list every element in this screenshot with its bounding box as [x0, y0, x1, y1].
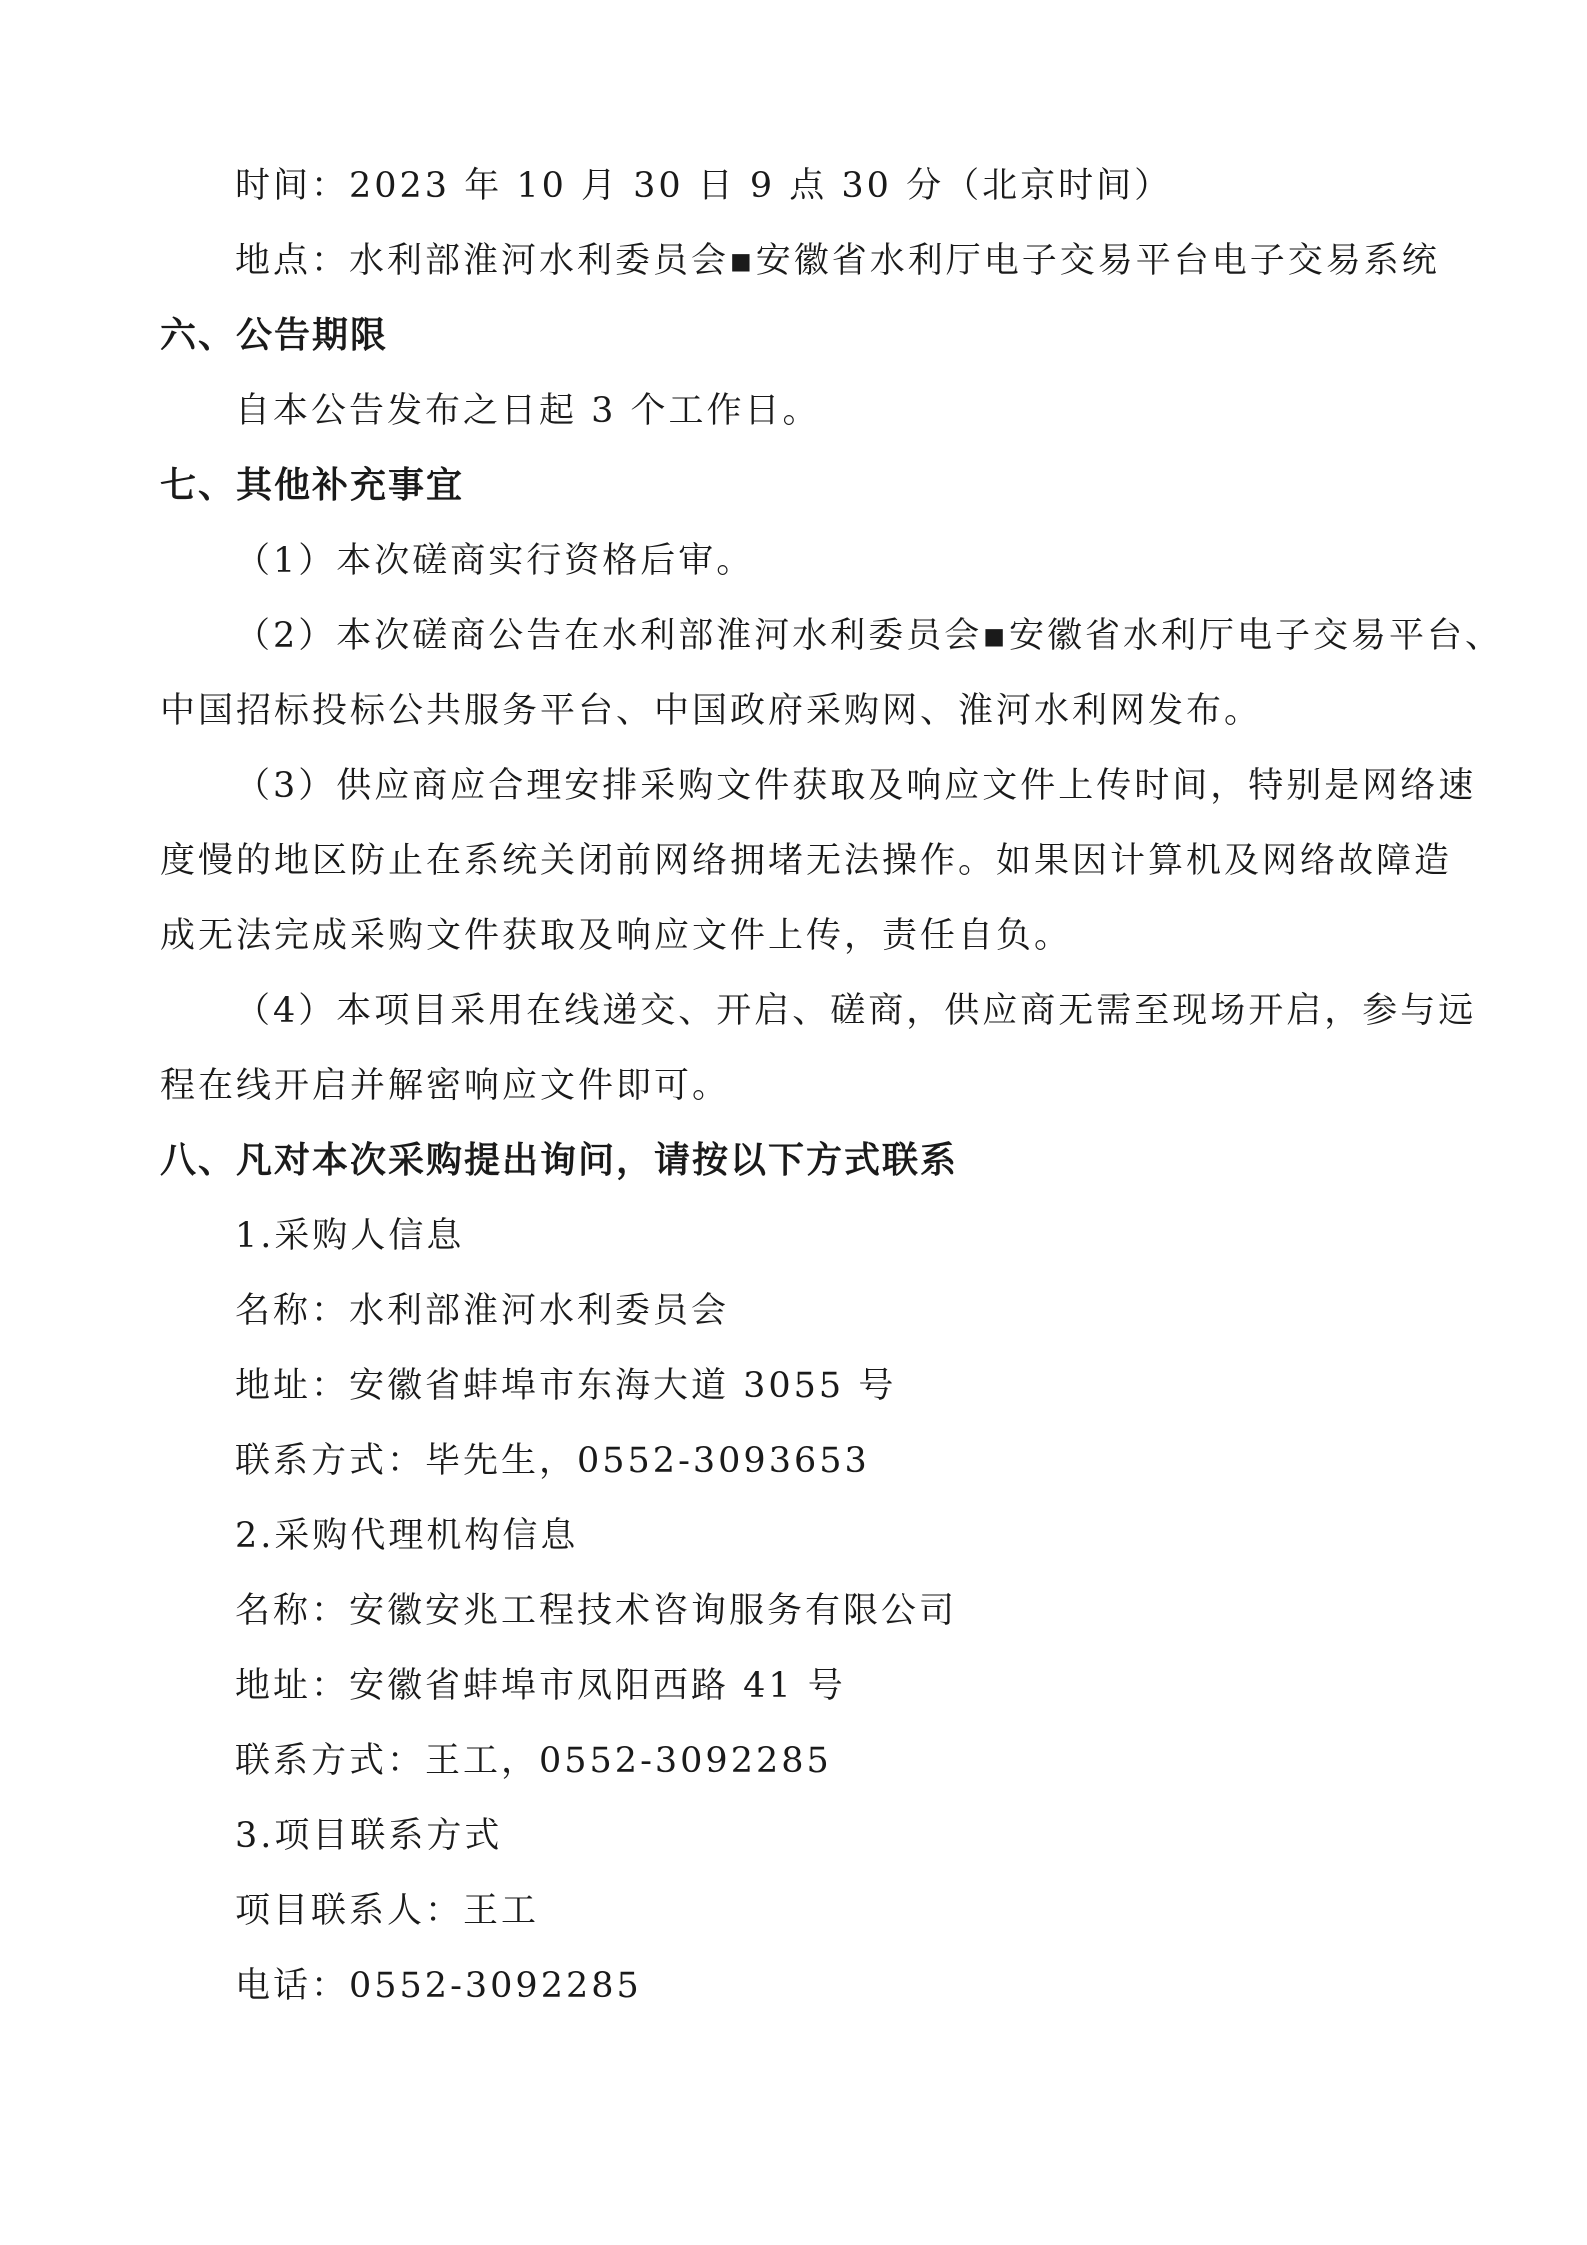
project-person: 项目联系人：王工 [235, 1891, 540, 1931]
open-place: 地点：水利部淮河水利委员会▪安徽省水利厅电子交易平台电子交易系统 [235, 241, 1440, 281]
agency-name: 名称：安徽安兆工程技术咨询服务有限公司 [235, 1591, 958, 1631]
open-time: 时间：2023 年 10 月 30 日 9 点 30 分（北京时间） [235, 166, 1173, 206]
section7-item4-line1: （4）本项目采用在线递交、开启、磋商，供应商无需至现场开启，参与远 [235, 991, 1477, 1031]
project-title: 3.项目联系方式 [235, 1816, 503, 1856]
section7-item3-line3: 成无法完成采购文件获取及响应文件上传，责任自负。 [160, 916, 1073, 956]
project-phone: 电话：0552-3092285 [235, 1966, 642, 2006]
agency-address: 地址：安徽省蚌埠市凤阳西路 41 号 [235, 1666, 846, 1706]
agency-contact: 联系方式：王工，0552-3092285 [235, 1741, 832, 1781]
section8-heading: 八、凡对本次采购提出询问，请按以下方式联系 [160, 1140, 959, 1181]
section7-item4-line2: 程在线开启并解密响应文件即可。 [160, 1066, 731, 1106]
section6-text: 自本公告发布之日起 3 个工作日。 [235, 391, 821, 431]
section7-item3-line2: 度慢的地区防止在系统关闭前网络拥堵无法操作。如果因计算机及网络故障造 [160, 841, 1453, 881]
purchaser-contact: 联系方式：毕先生，0552-3093653 [235, 1441, 870, 1481]
purchaser-address: 地址：安徽省蚌埠市东海大道 3055 号 [235, 1366, 897, 1406]
purchaser-title: 1.采购人信息 [235, 1216, 465, 1256]
section7-item1: （1）本次磋商实行资格后审。 [235, 541, 755, 581]
agency-title: 2.采购代理机构信息 [235, 1516, 579, 1556]
section7-item2-line2: 中国招标投标公共服务平台、中国政府采购网、淮河水利网发布。 [160, 691, 1263, 731]
section7-item2-line1: （2）本次磋商公告在水利部淮河水利委员会▪安徽省水利厅电子交易平台、 [235, 616, 1503, 656]
section7-heading: 七、其他补充事宜 [160, 465, 465, 506]
purchaser-name: 名称：水利部淮河水利委员会 [235, 1291, 730, 1331]
section7-item3-line1: （3）供应商应合理安排采购文件获取及响应文件上传时间，特别是网络速 [235, 766, 1477, 806]
section6-heading: 六、公告期限 [160, 315, 389, 356]
